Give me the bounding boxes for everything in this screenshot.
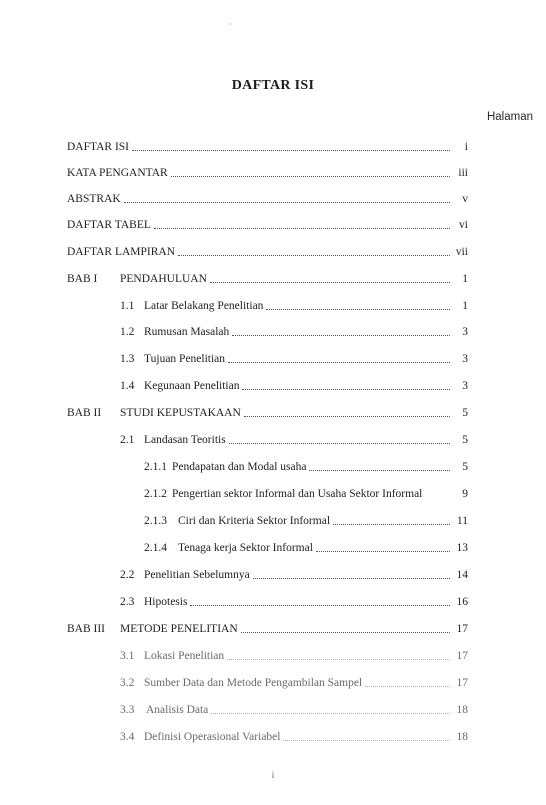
toc-entry-number: 2.1.4 [144, 542, 167, 554]
toc-entry-page: iii [458, 167, 468, 179]
toc-entry-page: 1 [462, 300, 468, 312]
toc-entry-label: Lokasi Penelitian [144, 650, 225, 662]
toc-entry [144, 485, 468, 501]
toc-entry-label: DAFTAR LAMPIRAN [67, 246, 176, 258]
toc-entry-number: 1.4 [120, 380, 135, 392]
dot-leader [210, 282, 450, 283]
dot-leader [211, 713, 450, 714]
dot-leader [253, 578, 450, 579]
toc-entry-label: Hipotesis [144, 596, 188, 608]
toc-entry-label: Analisis Data [146, 704, 209, 716]
toc-entry-page: 17 [456, 650, 468, 662]
toc-entry-page: 13 [456, 542, 468, 554]
toc-entry-number: 1.2 [120, 326, 135, 338]
dot-leader [132, 150, 450, 151]
toc-entry-number: 2.3 [120, 596, 135, 608]
toc-entry-number: 3.3 [120, 704, 135, 716]
toc-entry-label: Landasan Teoritis [144, 434, 226, 446]
toc-entry-page: 5 [462, 434, 468, 446]
toc-entry-label: DAFTAR TABEL [67, 219, 151, 231]
toc-entry-page: vi [459, 219, 468, 231]
toc-entry [67, 138, 468, 154]
dot-leader [227, 659, 450, 660]
toc-entry-number: 2.1 [120, 434, 135, 446]
dot-leader [365, 686, 450, 687]
toc-entry [67, 190, 468, 206]
toc-entry-label: Tenaga kerja Sektor Informal [178, 542, 313, 554]
toc-entry [120, 647, 468, 663]
toc-entry-number: 1.3 [120, 353, 135, 365]
dot-leader [309, 470, 450, 471]
toc-entry-page: 5 [462, 407, 468, 419]
dot-leader [171, 176, 450, 177]
dot-leader [228, 362, 450, 363]
toc-entry-number: 3.4 [120, 731, 135, 743]
dot-leader [244, 416, 450, 417]
toc-entry-label: DAFTAR ISI [67, 141, 130, 153]
toc-entry-page: 3 [462, 326, 468, 338]
toc-entry [144, 539, 468, 555]
toc-entry [120, 593, 468, 609]
toc-entry-label: KATA PENGANTAR [67, 167, 168, 179]
toc-entry-page: 17 [456, 677, 468, 689]
toc-entry-page: 5 [462, 461, 468, 473]
toc-entry-label: Tujuan Penelitian [144, 353, 226, 365]
toc-entry-page: i [464, 141, 468, 153]
dot-leader [124, 202, 450, 203]
toc-entry-page: 1 [462, 273, 468, 285]
toc-entry-label: Penelitian Sebelumnya [144, 569, 250, 581]
toc-entry-number: 2.2 [120, 569, 135, 581]
toc-entry-label: Pendapatan dan Modal usaha [172, 461, 307, 473]
toc-entry-number: 2.1.1 [144, 461, 167, 473]
toc-entry-label: Pengertian sektor Informal dan Usaha Sektor Informal [172, 488, 423, 500]
scan-mark: ʿ [229, 22, 232, 32]
toc-entry-page: 3 [462, 380, 468, 392]
toc-entry-label: Ciri dan Kriteria Sektor Informal [178, 515, 331, 527]
toc-entry-page: 16 [456, 596, 468, 608]
toc-entry-number: 1.1 [120, 300, 135, 312]
page-number: i [271, 770, 275, 780]
toc-entry [120, 701, 468, 717]
dot-leader [333, 524, 450, 525]
toc-entry-label: Definisi Operasional Variabel [144, 731, 281, 743]
toc-entry-number: 2.1.2 [144, 488, 167, 500]
toc-entry [144, 512, 468, 528]
dot-leader [241, 632, 450, 633]
toc-entry-number: 3.1 [120, 650, 135, 662]
toc-entry [120, 350, 468, 366]
toc-entry [67, 164, 468, 180]
toc-entry-number: BAB II [67, 407, 102, 419]
toc-entry [120, 728, 468, 744]
page-title: DAFTAR ISI [231, 78, 315, 93]
toc-entry-number: 3.2 [120, 677, 135, 689]
dot-leader [266, 309, 450, 310]
dot-leader [283, 740, 450, 741]
toc-entry [120, 566, 468, 582]
toc-entry [120, 323, 468, 339]
toc-entry [67, 270, 468, 286]
dot-leader [242, 389, 450, 390]
toc-entry [120, 377, 468, 393]
dot-leader [154, 228, 450, 229]
dot-leader [190, 605, 450, 606]
toc-entry [120, 674, 468, 690]
toc-entry-number: BAB I [67, 273, 98, 285]
toc-entry [67, 620, 468, 636]
toc-entry-page: 18 [456, 704, 468, 716]
dot-leader [178, 255, 450, 256]
toc-entry-page: 14 [456, 569, 468, 581]
toc-entry-page: v [462, 193, 468, 205]
toc-entry [120, 297, 468, 313]
toc-entry [67, 216, 468, 232]
page-column-header: Halaman [486, 111, 533, 123]
toc-entry-label: Latar Belakang Penelitian [144, 300, 264, 312]
dot-leader [316, 551, 450, 552]
toc-entry-page: vii [455, 246, 468, 258]
dot-leader [232, 335, 450, 336]
dot-leader [229, 443, 450, 444]
toc-entry-number: BAB III [67, 623, 106, 635]
toc-entry-page: 18 [456, 731, 468, 743]
toc-entry-page: 3 [462, 353, 468, 365]
toc-entry [67, 243, 468, 259]
toc-entry-label: ABSTRAK [67, 193, 121, 205]
toc-entry-number: 2.1.3 [144, 515, 167, 527]
toc-entry-page: 9 [462, 488, 468, 500]
toc-entry-page: 11 [456, 515, 468, 527]
toc-entry-label: METODE PENELITIAN [120, 623, 238, 635]
toc-entry-label: PENDAHULUAN [120, 273, 207, 285]
toc-entry-label: Sumber Data dan Metode Pengambilan Sampel [144, 677, 363, 689]
toc-entry-label: Kegunaan Penelitian [144, 380, 240, 392]
toc-entry [144, 458, 468, 474]
toc-entry [120, 431, 468, 447]
toc-entry-label: Rumusan Masalah [144, 326, 230, 338]
toc-entry-label: STUDI KEPUSTAKAAN [120, 407, 241, 419]
toc-entry-page: 17 [456, 623, 468, 635]
toc-entry [67, 404, 468, 420]
